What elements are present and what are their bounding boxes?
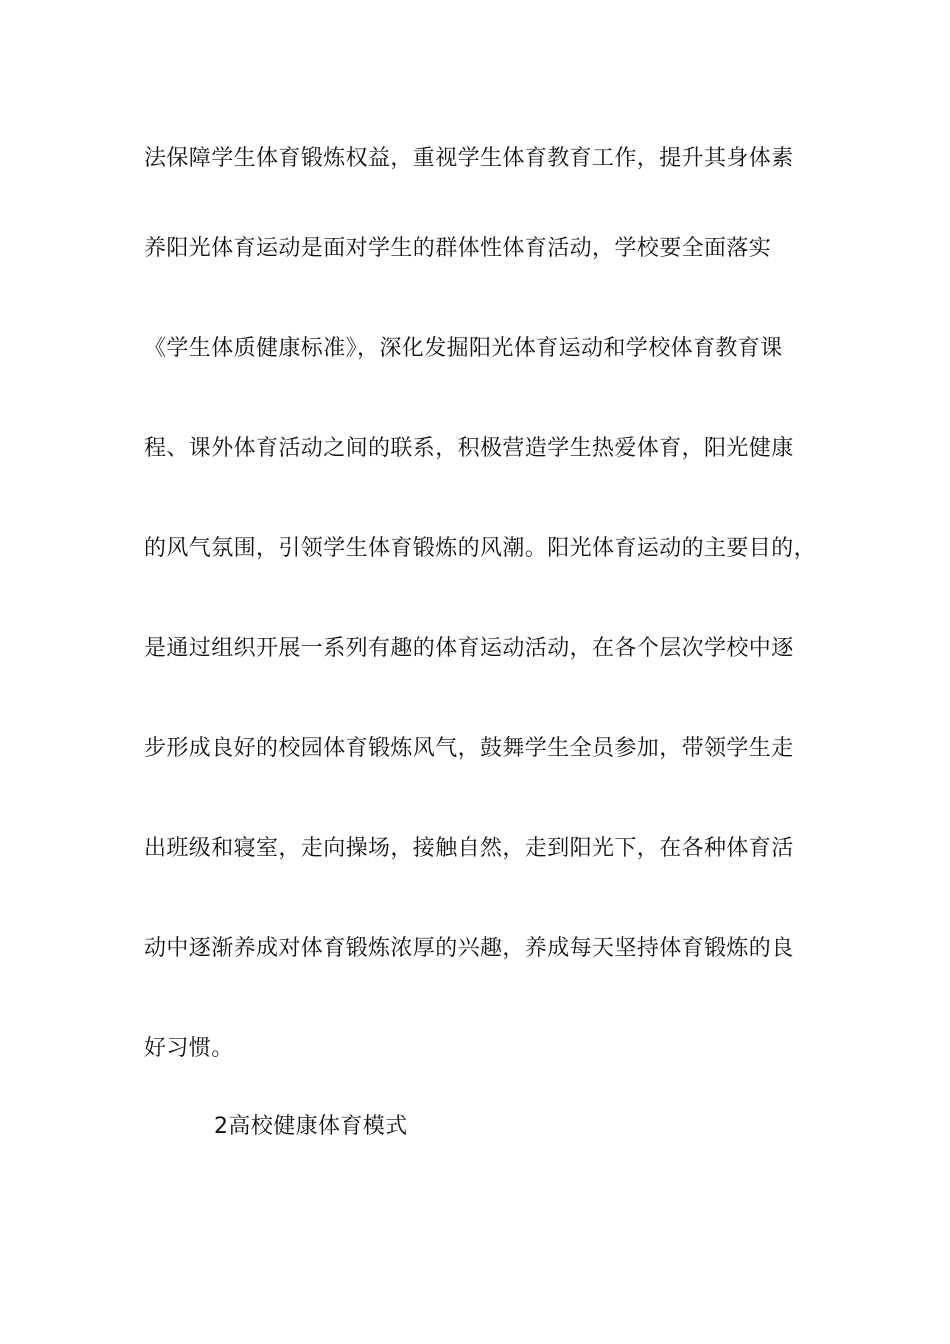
- paragraph-line: 出班级和寝室，走向操场，接触自然，走到阳光下，在各种体育活: [144, 836, 794, 861]
- paragraph-line: 动中逐渐养成对体育锻炼浓厚的兴趣，养成每天坚持体育锻炼的良: [144, 936, 794, 961]
- paragraph-line: 程、课外体育活动之间的联系，积极营造学生热爱体育，阳光健康: [144, 436, 794, 461]
- section-heading: 2高校健康体育模式: [214, 1114, 408, 1139]
- paragraph-line: 是通过组织开展一系列有趣的体育运动活动，在各个层次学校中逐: [144, 636, 794, 661]
- paragraph-line: 步形成良好的校园体育锻炼风气，鼓舞学生全员参加，带领学生走: [144, 736, 794, 761]
- paragraph-line: 法保障学生体育锻炼权益，重视学生体育教育工作，提升其身体素: [144, 146, 794, 171]
- paragraph-line: 养阳光体育运动是面对学生的群体性体育活动，学校要全面落实: [144, 236, 772, 261]
- paragraph-line: 《学生体质健康标准》，深化发掘阳光体育运动和学校体育教育课: [144, 336, 783, 361]
- paragraph-line: 好习惯。: [144, 1036, 234, 1061]
- paragraph-line: 的风气氛围，引领学生体育锻炼的风潮。阳光体育运动的主要目的，: [144, 536, 817, 561]
